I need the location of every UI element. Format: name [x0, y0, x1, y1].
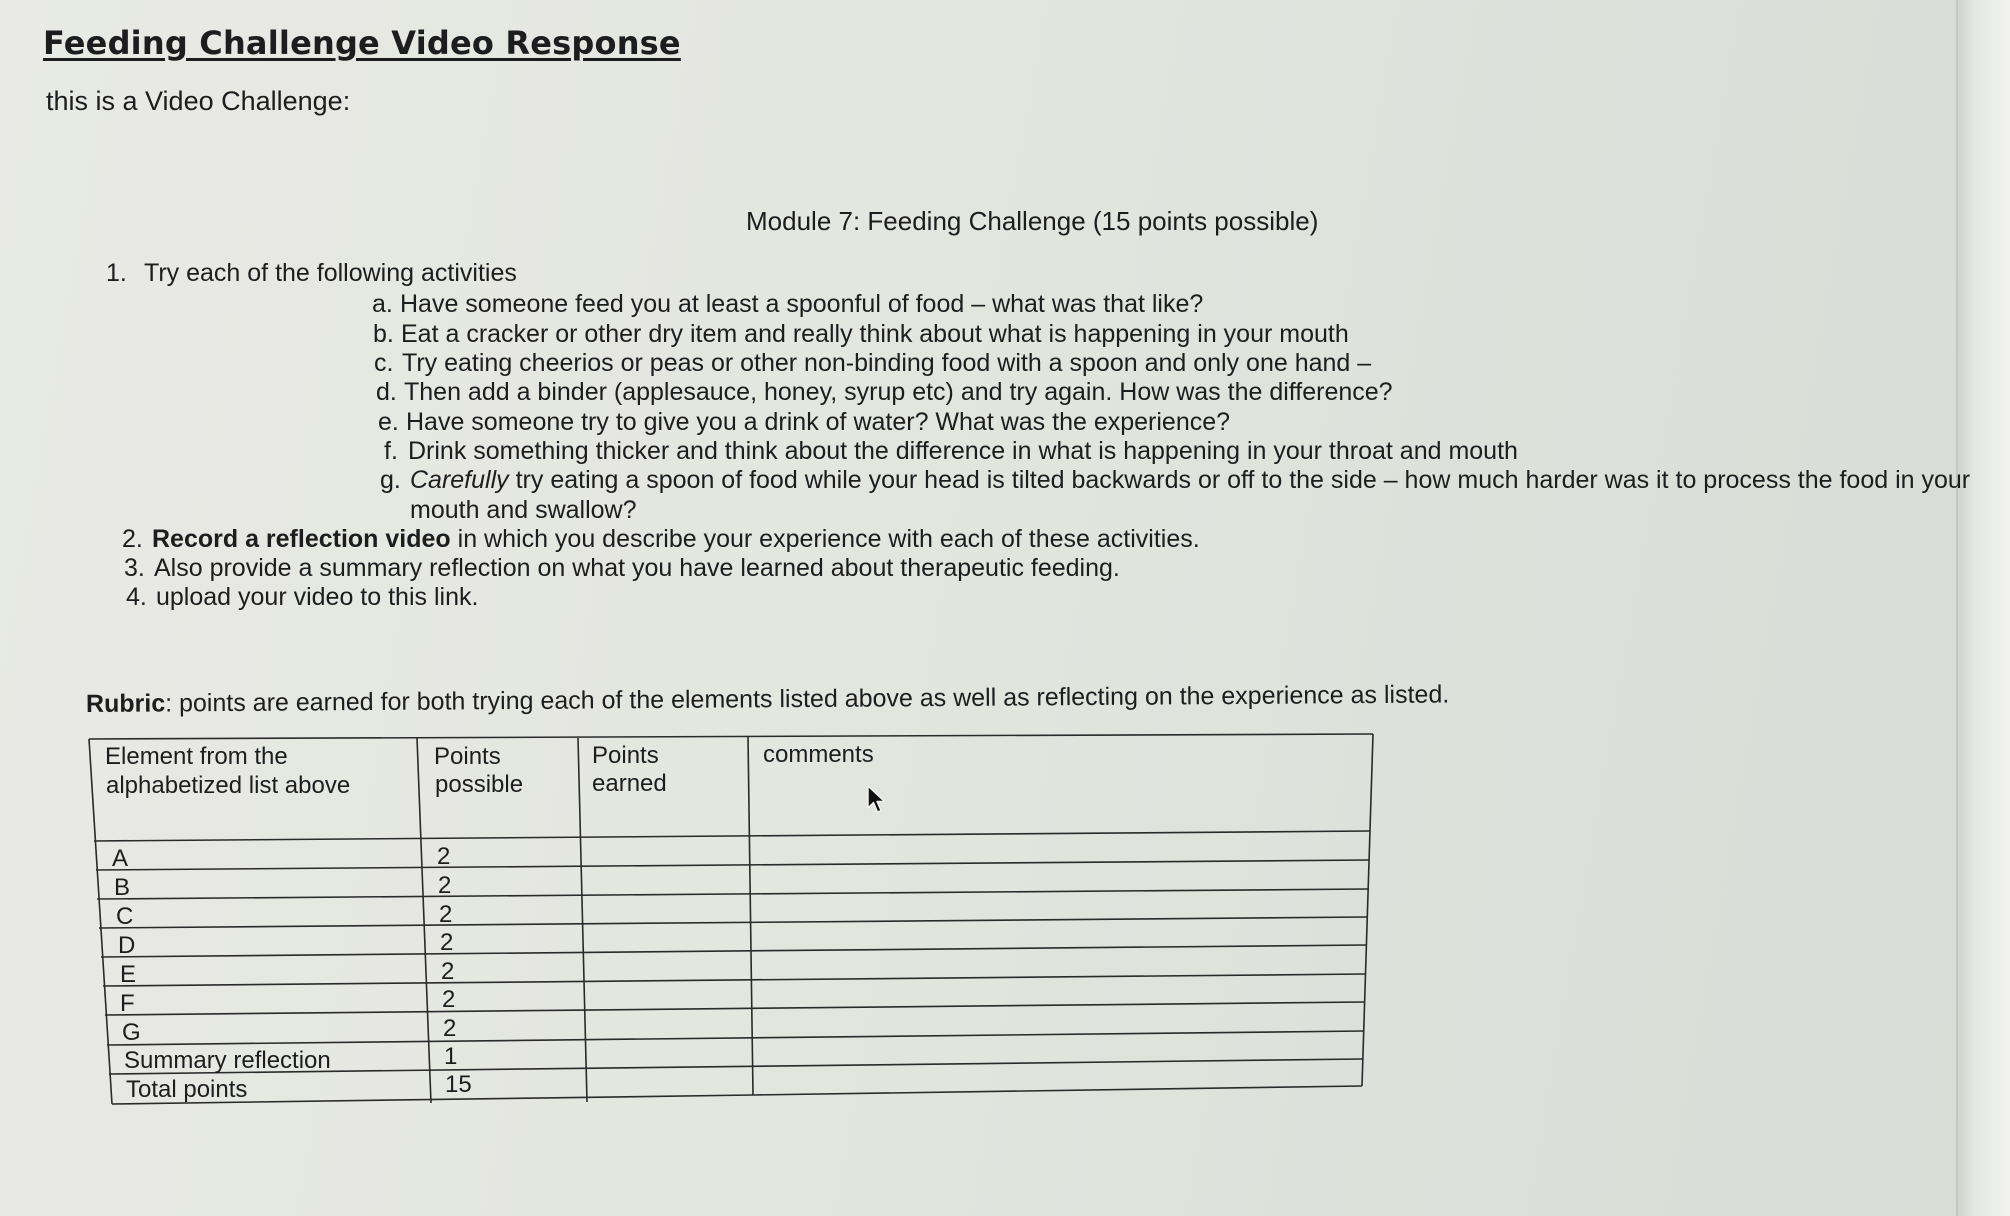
- row-element-e: E: [120, 961, 137, 988]
- row-element-f: F: [120, 990, 135, 1017]
- activity-text: Drink something thicker and think about the difference in what is happening in your throat and mouth: [408, 437, 1518, 465]
- item-bold-text: Record a reflection video: [152, 525, 451, 553]
- activity-letter: d.: [376, 378, 397, 406]
- activity-f: [384, 437, 1518, 466]
- table-border-top: [89, 734, 1373, 739]
- row-divider: [103, 974, 1366, 986]
- activity-letter: a.: [372, 290, 393, 318]
- row-divider: [101, 945, 1366, 957]
- row-element-total: Total points: [126, 1076, 248, 1103]
- header-possible-line1: Points: [434, 743, 501, 770]
- item-text: Also provide a summary reflection on what you have learned about therapeutic feeding.: [154, 554, 1120, 582]
- activity-c: [374, 349, 1371, 378]
- activity-text: Try eating cheerios or peas or other non-binding food with a spoon and only one hand –: [402, 349, 1372, 377]
- instruction-item-1: [106, 259, 517, 288]
- activity-letter: f.: [384, 437, 398, 465]
- activity-a: [372, 290, 1203, 319]
- activity-text: Have someone feed you at least a spoonful of food – what was that like?: [400, 290, 1204, 318]
- activity-g-continuation: mouth and swallow?: [410, 496, 637, 524]
- row-divider: [105, 1002, 1365, 1015]
- table-divider-possible: [578, 738, 587, 1102]
- row-divider: [97, 889, 1368, 899]
- activity-letter: b.: [373, 320, 394, 348]
- row-element-a: A: [112, 845, 129, 872]
- item-text: Try each of the following activities: [144, 259, 517, 287]
- row-element-g: G: [122, 1019, 141, 1046]
- row-possible-summary: 1: [444, 1043, 458, 1070]
- activity-text: Have someone try to give you a drink of water? What was the experience?: [406, 408, 1231, 436]
- row-possible-a: 2: [437, 843, 451, 870]
- item-text: upload your video to this link.: [156, 583, 479, 611]
- activity-e: [378, 408, 1230, 437]
- header-earned-line1: Points: [592, 742, 659, 769]
- table-border-right: [1362, 734, 1373, 1086]
- instruction-item-4: [126, 583, 478, 612]
- activity-b: [373, 320, 1349, 349]
- row-element-summary: Summary reflection: [124, 1047, 331, 1074]
- table-divider-element: [417, 738, 431, 1103]
- activity-letter: e.: [378, 408, 399, 436]
- item-number: 4.: [126, 583, 147, 611]
- intro-text: this is a Video Challenge:: [46, 86, 351, 116]
- row-possible-total: 15: [445, 1071, 472, 1098]
- rubric-label: Rubric: [85, 689, 166, 718]
- item-number: 1.: [106, 259, 127, 287]
- row-possible-g: 2: [443, 1015, 457, 1042]
- document-title: Feeding Challenge Video Response: [43, 24, 681, 62]
- row-possible-c: 2: [439, 901, 453, 928]
- table-border-bottom: [753, 1086, 1362, 1095]
- item-number: 2.: [122, 525, 143, 553]
- activity-g: [380, 466, 1970, 495]
- rubric-text: : points are earned for both trying each of the elements listed above as well as reflecting on the experience as listed.: [165, 680, 1450, 718]
- activity-letter: g.: [380, 466, 401, 494]
- header-element-line1: Element from the: [105, 743, 288, 770]
- activity-text: Eat a cracker or other dry item and really think about what is happening in your mouth: [401, 320, 1349, 348]
- row-possible-d: 2: [440, 929, 454, 956]
- row-element-b: B: [114, 874, 131, 901]
- row-divider: [99, 917, 1367, 928]
- header-earned-line2: earned: [592, 770, 667, 797]
- row-element-d: D: [118, 932, 136, 959]
- table-divider-earned: [748, 737, 753, 1095]
- item-number: 3.: [124, 554, 145, 582]
- row-divider: [96, 860, 1369, 870]
- row-possible-e: 2: [441, 958, 455, 985]
- item-text: in which you describe your experience with each of these activities.: [450, 525, 1200, 553]
- row-possible-b: 2: [438, 872, 452, 899]
- activity-emphasis: Carefully: [410, 466, 509, 494]
- rubric-description: [86, 680, 1449, 719]
- activity-text: try eating a spoon of food while your head is tilted backwards or off to the side – how much harder was it to process the food in your: [508, 466, 1971, 494]
- header-element-line2: alphabetized list above: [106, 772, 351, 799]
- activity-text: Then add a binder (applesauce, honey, syrup etc) and try again. How was the difference?: [404, 378, 1393, 406]
- mouse-pointer-icon: [866, 784, 888, 816]
- row-divider: [107, 1031, 1364, 1045]
- module-heading: Module 7: Feeding Challenge (15 points possible): [746, 206, 1319, 236]
- header-possible-line2: possible: [435, 771, 524, 798]
- activity-d: [376, 378, 1393, 407]
- activity-letter: c.: [374, 349, 394, 377]
- row-element-c: C: [116, 903, 134, 930]
- instruction-item-2: [122, 525, 1200, 554]
- header-comments: comments: [763, 741, 874, 768]
- monitor-bezel-edge: [1956, 0, 2010, 1216]
- row-possible-f: 2: [442, 986, 456, 1013]
- header-divider: [94, 831, 1370, 841]
- instruction-item-3: [124, 554, 1120, 583]
